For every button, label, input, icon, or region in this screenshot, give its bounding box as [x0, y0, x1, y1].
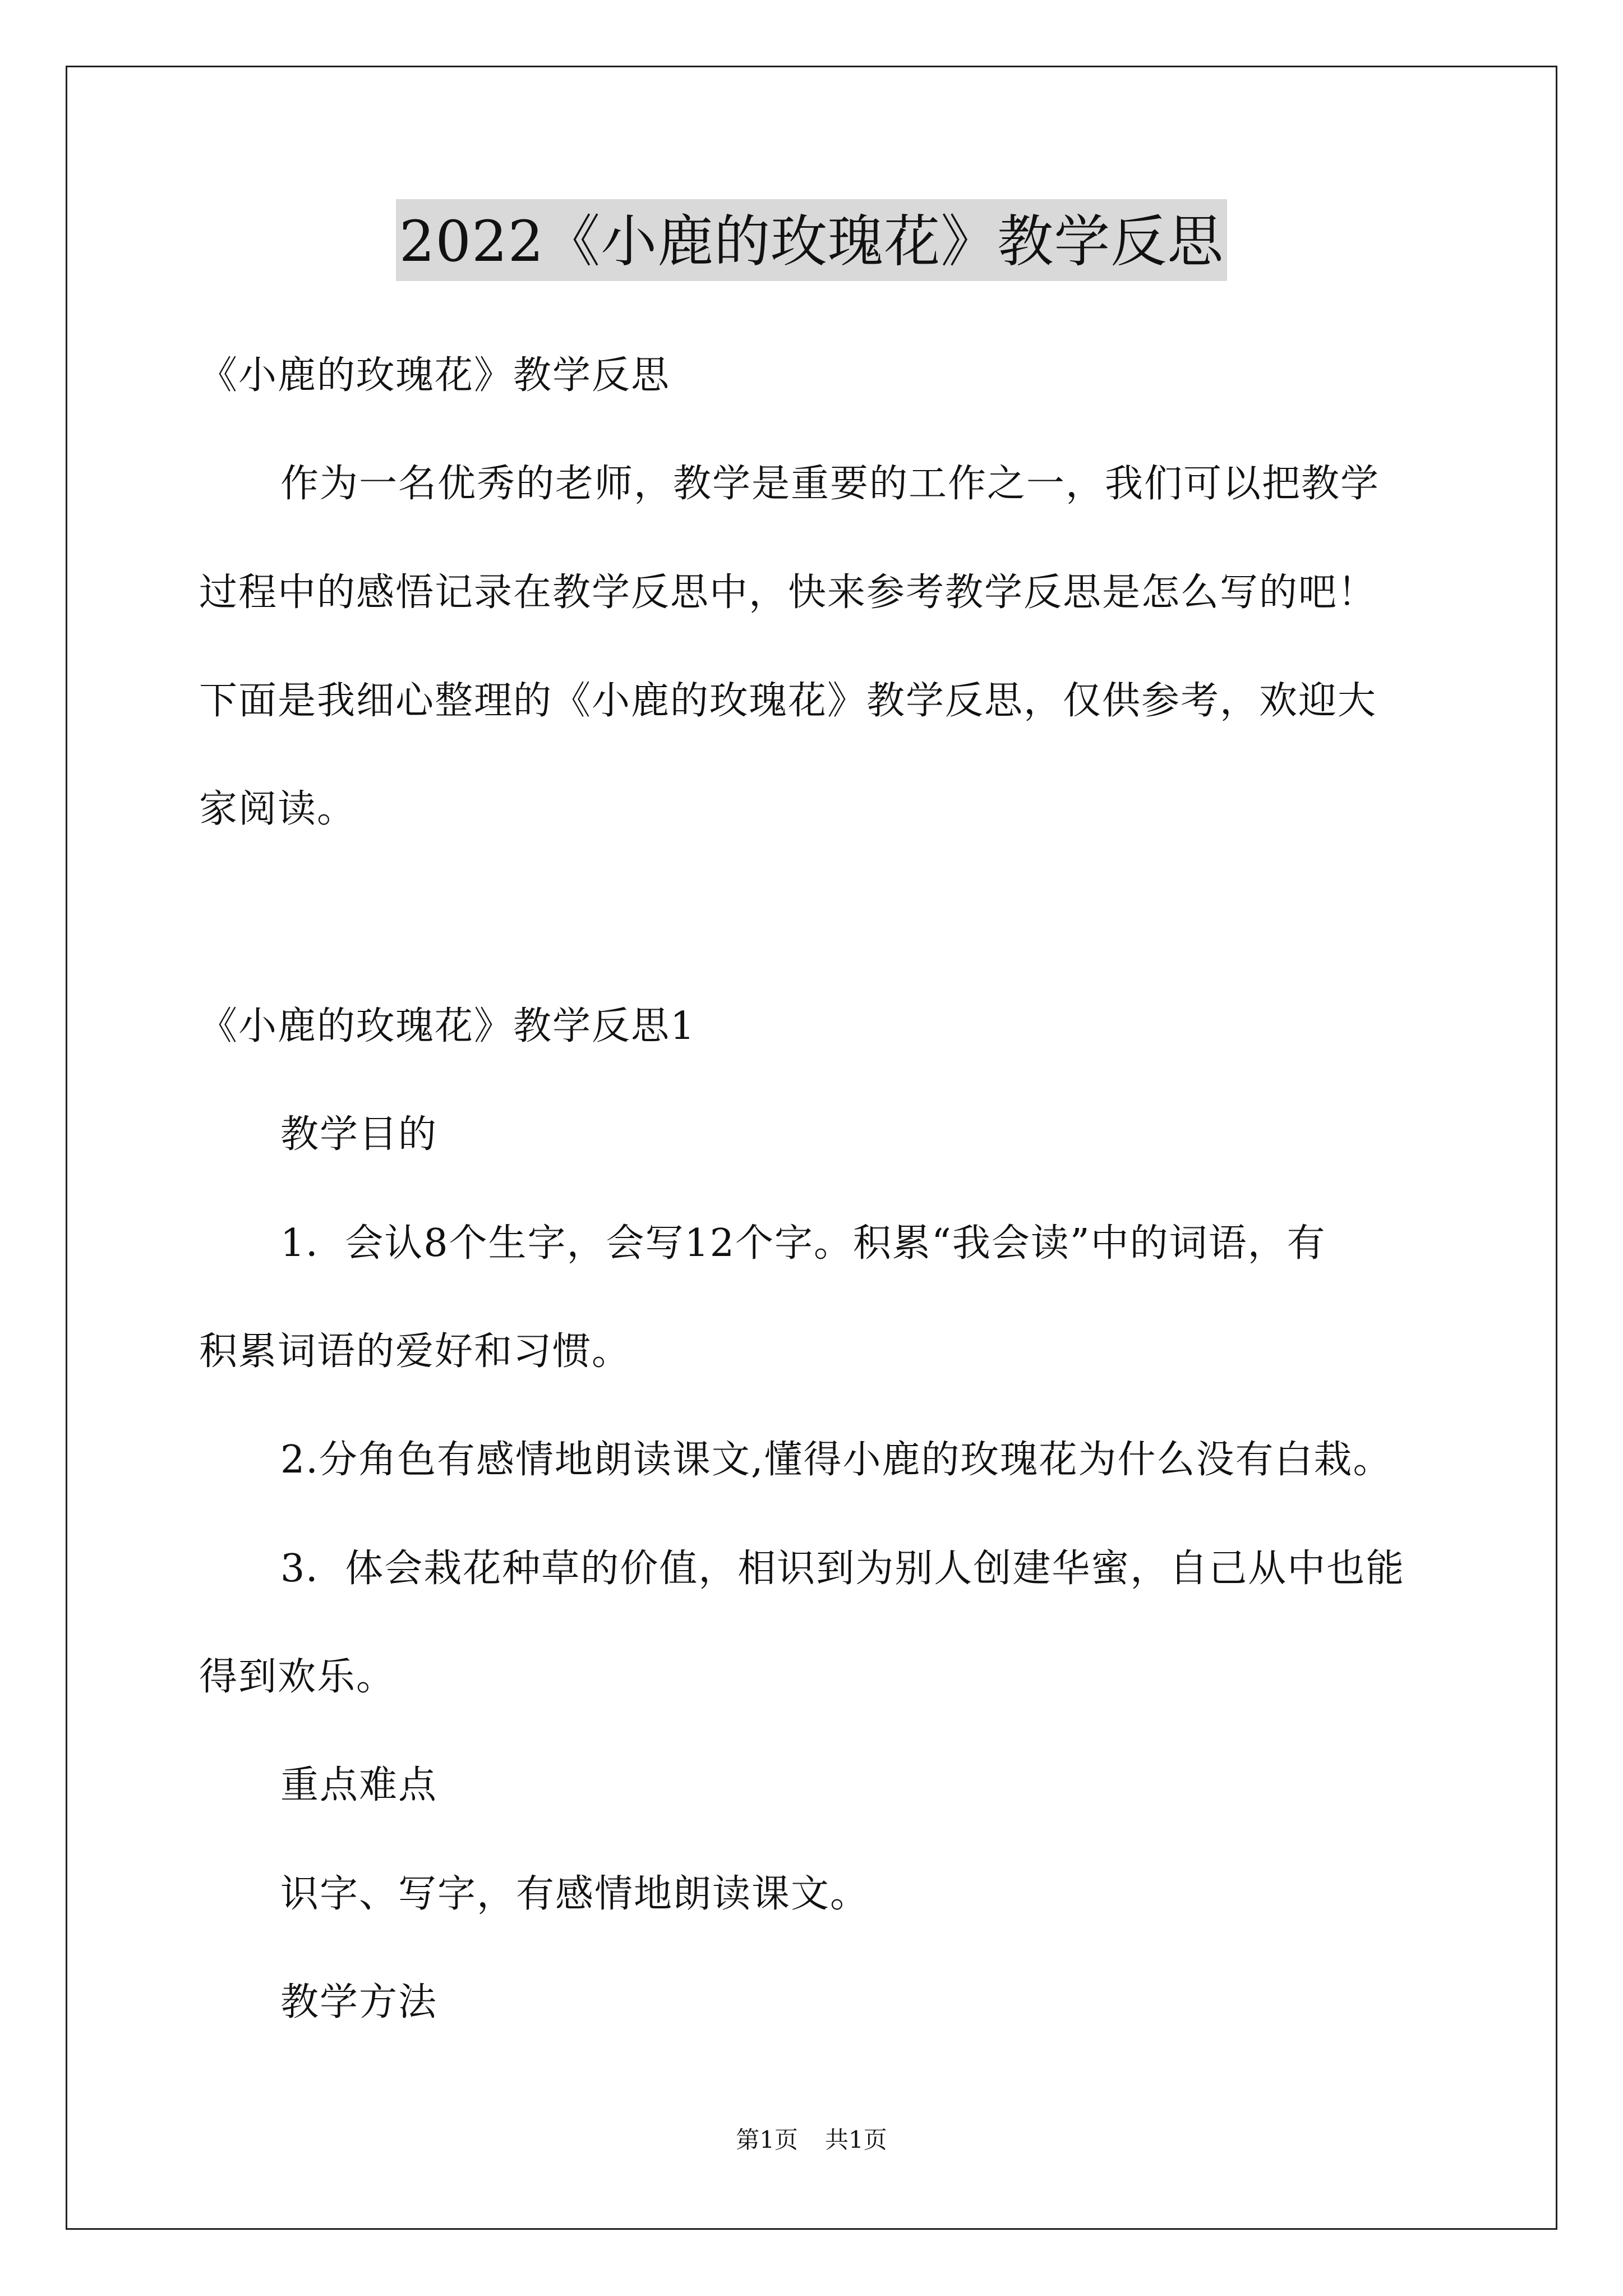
goal-1-line-2: 积累词语的爱好和习惯。 — [199, 1329, 631, 1374]
heading-teaching-methods: 教学方法 — [280, 1980, 438, 2024]
intro-line-3: 下面是我细心整理的《小鹿的玫瑰花》教学反思，仅供参考，欢迎大 — [199, 679, 1377, 723]
document-title: 2022《小鹿的玫瑰花》教学反思 — [396, 199, 1228, 281]
heading-teaching-goals: 教学目的 — [280, 1112, 438, 1157]
section-heading-1: 《小鹿的玫瑰花》教学反思1 — [199, 1004, 696, 1048]
key-points-line: 识字、写字，有感情地朗读课文。 — [280, 1872, 870, 1916]
goal-3-line-2: 得到欢乐。 — [199, 1655, 396, 1699]
goal-3-line-1: 3．体会栽花种草的价值，相识到为别人创建华蜜，自己从中也能 — [280, 1547, 1405, 1591]
page-number: 第1页 — [736, 2126, 798, 2154]
intro-line-4: 家阅读。 — [199, 787, 357, 831]
page-total: 共1页 — [825, 2126, 887, 2154]
heading-key-points: 重点难点 — [280, 1763, 438, 1807]
intro-line-2: 过程中的感悟记录在教学反思中，快来参考教学反思是怎么写的吧！ — [199, 570, 1377, 615]
intro-line-1: 作为一名优秀的老师，教学是重要的工作之一，我们可以把教学 — [280, 462, 1380, 506]
subtitle-line: 《小鹿的玫瑰花》教学反思 — [199, 353, 671, 398]
goal-2-line: 2.分角色有感情地朗读课文,懂得小鹿的玫瑰花为什么没有白栽。 — [280, 1438, 1393, 1482]
title-container — [0, 199, 1623, 281]
goal-1-line-1: 1．会认8个生字，会写12个字。积累“我会读”中的词语，有 — [280, 1221, 1326, 1266]
page-footer — [0, 2123, 1623, 2157]
